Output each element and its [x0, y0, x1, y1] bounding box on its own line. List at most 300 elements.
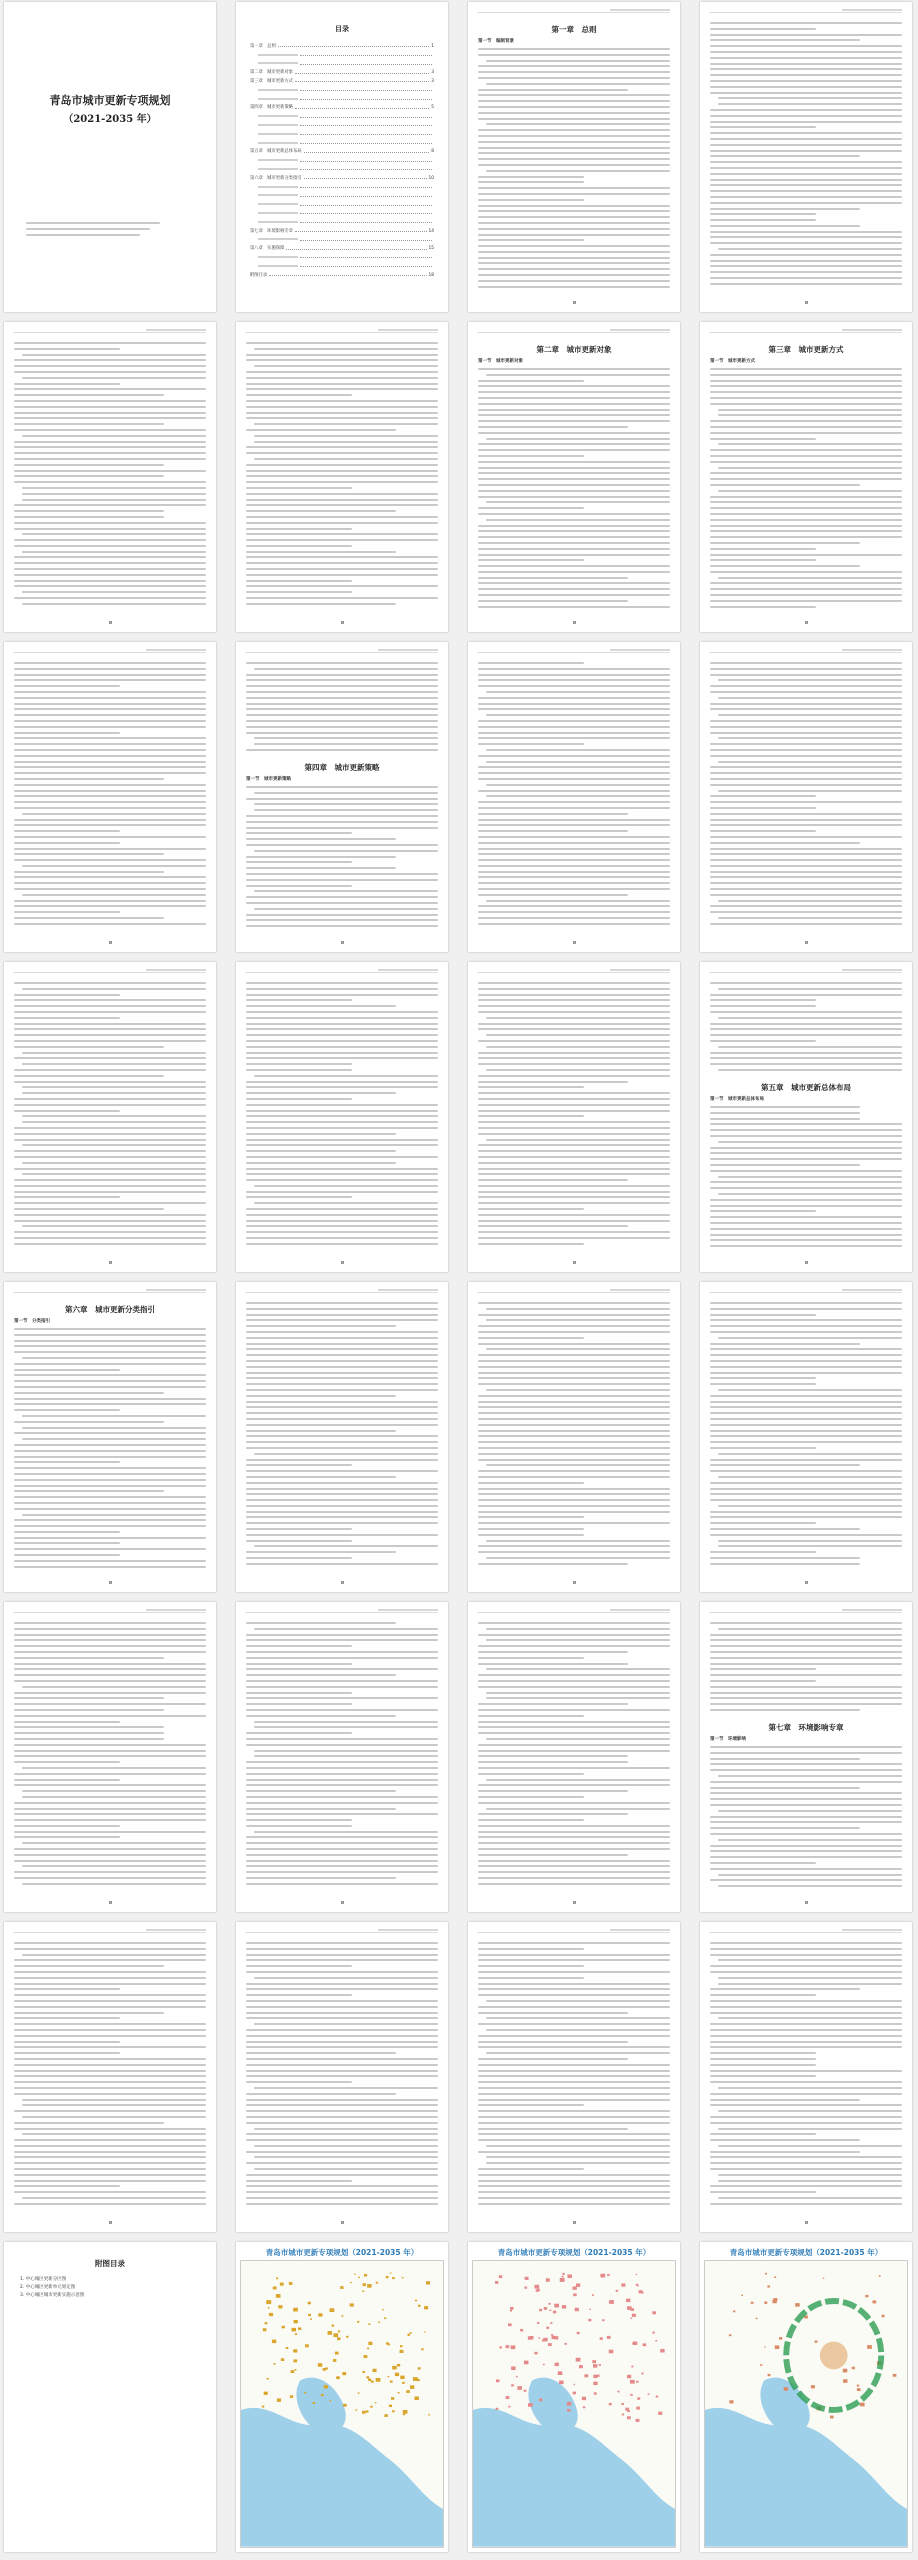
- text-line: [246, 1401, 438, 1403]
- update-unit-mark: [343, 2404, 347, 2407]
- text-line: [246, 359, 438, 361]
- toc-entry[interactable]: [250, 172, 434, 181]
- update-unit-mark: [262, 2406, 264, 2408]
- page-number-dot: [109, 1581, 112, 1584]
- text-line: [14, 1040, 206, 1042]
- update-unit-mark: [621, 2283, 625, 2286]
- toc-subentry[interactable]: [250, 84, 434, 93]
- text-line: [718, 737, 902, 739]
- page-number-mark: [700, 620, 912, 626]
- toc-subentry[interactable]: [250, 234, 434, 243]
- text-line: [710, 1798, 902, 1800]
- document-page: [236, 1282, 448, 1592]
- text-line: [478, 2139, 670, 2141]
- text-line: [22, 1092, 206, 1094]
- toc-leader: [300, 266, 432, 267]
- toc-entry[interactable]: [250, 102, 434, 111]
- text-line: [710, 2006, 902, 2008]
- text-line: [478, 1104, 670, 1106]
- text-line: [478, 1453, 670, 1455]
- toc-leader: [300, 90, 432, 91]
- update-unit-mark: [268, 2307, 270, 2308]
- running-header: [478, 1288, 670, 1293]
- text-line: [478, 720, 670, 722]
- update-unit-mark: [332, 2325, 335, 2327]
- update-unit-mark: [388, 2376, 390, 2377]
- header-text: [146, 1609, 206, 1611]
- text-line: [478, 2041, 628, 2043]
- text-line: [718, 2087, 902, 2089]
- text-line: [710, 1516, 902, 1518]
- text-line: [710, 374, 902, 376]
- update-unit-mark: [329, 2400, 331, 2401]
- text-line: [478, 911, 670, 913]
- text-line: [710, 894, 902, 896]
- header-text: [378, 969, 438, 971]
- toc-entry[interactable]: [250, 269, 434, 278]
- update-unit-mark: [764, 2302, 767, 2304]
- text-line: [14, 761, 206, 763]
- text-line: [246, 406, 438, 408]
- toc-entry[interactable]: [250, 225, 434, 234]
- toc-subentry-label: [258, 221, 298, 223]
- text-line: [14, 481, 206, 483]
- text-line: [478, 48, 670, 50]
- text-line: [710, 807, 816, 809]
- text-line: [246, 1447, 438, 1449]
- text-line: [478, 490, 670, 492]
- text-line: [246, 1639, 438, 1641]
- text-line: [718, 1337, 902, 1339]
- text-line: [718, 577, 902, 579]
- update-unit-mark: [293, 2308, 298, 2312]
- text-line: [710, 1158, 902, 1160]
- update-unit-mark: [627, 2306, 632, 2310]
- text-line: [710, 1845, 902, 1847]
- text-line: [710, 1534, 902, 1536]
- text-line: [14, 2185, 120, 2187]
- text-line: [478, 1750, 670, 1752]
- text-line: [246, 394, 352, 396]
- toc-entry[interactable]: [250, 40, 434, 49]
- text-line: [22, 1173, 206, 1175]
- text-line: [478, 147, 670, 149]
- update-unit-mark: [543, 2364, 545, 2365]
- text-line: [246, 1389, 438, 1391]
- update-unit-mark: [536, 2290, 539, 2292]
- page-number-dot: [109, 1261, 112, 1264]
- update-unit-mark: [544, 2307, 547, 2310]
- text-line: [478, 668, 670, 670]
- toc-subentry[interactable]: [250, 198, 434, 207]
- text-line: [14, 697, 206, 699]
- text-line: [478, 1528, 584, 1530]
- update-unit-mark: [636, 2381, 638, 2383]
- text-line: [246, 1098, 352, 1100]
- toc-title: 目录: [335, 25, 349, 33]
- update-unit-mark: [386, 2342, 389, 2344]
- text-line: [478, 1406, 670, 1408]
- text-line: [710, 1551, 816, 1553]
- document-page: [4, 642, 216, 952]
- text-line: [246, 1645, 352, 1647]
- text-line: [246, 982, 438, 984]
- body-text: [14, 342, 206, 609]
- update-unit-mark: [375, 2402, 377, 2403]
- text-line: [486, 2145, 670, 2147]
- toc-entry-label: 第八章 实施保障: [250, 246, 285, 252]
- text-line: [14, 1075, 164, 1077]
- text-line: [710, 1692, 902, 1694]
- page-number-mark: [700, 2220, 912, 2226]
- text-line: [478, 536, 670, 538]
- text-line: [246, 821, 438, 823]
- text-line: [246, 2122, 438, 2124]
- annex-item[interactable]: 1. 中心城区更新分区图: [20, 2277, 67, 2282]
- text-line: [14, 1965, 164, 1967]
- text-line: [246, 1808, 396, 1810]
- update-unit-mark: [529, 2336, 533, 2339]
- update-unit-mark: [338, 2330, 340, 2332]
- text-line: [14, 848, 206, 850]
- text-line: [14, 1508, 206, 1510]
- text-line: [478, 1412, 670, 1414]
- text-line: [710, 1994, 816, 1996]
- text-line: [14, 1456, 206, 1458]
- text-line: [710, 1314, 816, 1316]
- text-line: [710, 1965, 902, 1967]
- toc-entry[interactable]: [250, 75, 434, 84]
- toc-entry[interactable]: [250, 66, 434, 75]
- update-unit-mark: [384, 2317, 386, 2319]
- update-unit-mark: [555, 2363, 559, 2366]
- map-svg: [241, 2261, 443, 2547]
- update-unit-mark: [573, 2392, 576, 2395]
- update-unit-mark: [496, 2379, 500, 2382]
- update-unit-mark: [324, 2385, 328, 2388]
- text-line: [478, 755, 670, 757]
- text-line: [710, 2064, 816, 2066]
- toc-subentry[interactable]: [250, 163, 434, 172]
- text-line: [246, 832, 352, 834]
- text-line: [478, 1802, 670, 1804]
- toc-subentry[interactable]: [250, 110, 434, 119]
- header-text: [378, 649, 438, 651]
- text-line: [246, 1842, 438, 1844]
- text-line: [710, 1348, 902, 1350]
- text-line: [14, 342, 206, 344]
- text-line: [478, 871, 670, 873]
- document-page: [4, 962, 216, 1272]
- toc-subentry-label: [258, 98, 298, 100]
- text-line: [14, 766, 206, 768]
- text-line: [710, 461, 902, 463]
- text-line: [710, 496, 902, 498]
- text-line: [14, 1392, 164, 1394]
- text-line: [710, 582, 902, 584]
- text-line: [710, 484, 860, 486]
- document-page: [700, 1922, 912, 2232]
- text-line: [710, 1752, 902, 1754]
- text-line: [478, 1075, 670, 1077]
- text-line: [14, 1548, 206, 1550]
- text-line: [246, 1779, 438, 1781]
- text-line: [710, 1147, 902, 1149]
- text-line: [710, 472, 902, 474]
- text-line: [22, 2197, 206, 2199]
- toc-list: [250, 40, 434, 278]
- toc-subentry[interactable]: [250, 137, 434, 146]
- center-hub: [820, 2342, 848, 2370]
- text-line: [710, 882, 902, 884]
- text-line: [710, 536, 902, 538]
- update-unit-mark: [774, 2276, 776, 2278]
- toc-subentry[interactable]: [250, 260, 434, 269]
- section-heading: 第一节 城市更新策略: [246, 777, 291, 782]
- toc-entry-label: 第六章 城市更新分类指引: [250, 175, 302, 181]
- text-line: [246, 1150, 396, 1152]
- text-line: [246, 1836, 438, 1838]
- text-line: [478, 1988, 670, 1990]
- toc-subentry[interactable]: [250, 207, 434, 216]
- text-line: [718, 467, 902, 469]
- update-unit-mark: [267, 2378, 269, 2380]
- text-line: [14, 1531, 120, 1533]
- text-line: [14, 371, 206, 373]
- text-line: [710, 1988, 860, 1990]
- text-line: [246, 885, 352, 887]
- header-text: [610, 969, 670, 971]
- toc-subentry[interactable]: [250, 93, 434, 102]
- toc-subentry[interactable]: [250, 49, 434, 58]
- page-number-mark: [236, 940, 448, 946]
- text-line: [14, 900, 206, 902]
- page-number-dot: [805, 621, 808, 624]
- text-line: [14, 1081, 206, 1083]
- toc-subentry[interactable]: [250, 181, 434, 190]
- text-line: [246, 1156, 438, 1158]
- text-line: [478, 1023, 670, 1025]
- update-unit-mark: [407, 2334, 410, 2336]
- text-line: [710, 1563, 860, 1565]
- text-line: [478, 1354, 670, 1356]
- text-line: [246, 2197, 438, 2199]
- text-line: [478, 1657, 584, 1659]
- toc-entry[interactable]: [250, 242, 434, 251]
- annex-item[interactable]: 3. 中心城区城市更新实施示意图: [20, 2293, 85, 2298]
- text-line: [246, 1110, 438, 1112]
- text-line: [14, 790, 206, 792]
- running-header: [710, 8, 902, 13]
- toc-leader: [300, 187, 432, 188]
- text-line: [478, 251, 670, 253]
- text-line: [478, 726, 670, 728]
- text-line: [478, 193, 670, 195]
- text-line: [14, 994, 120, 996]
- text-line: [14, 1398, 206, 1400]
- text-line: [478, 1447, 670, 1449]
- text-line: [246, 2064, 438, 2066]
- text-line: [14, 348, 120, 350]
- toc-subentry[interactable]: [250, 154, 434, 163]
- text-line: [246, 2174, 438, 2176]
- text-line: [710, 784, 902, 786]
- text-line: [254, 435, 438, 437]
- document-page: [468, 1602, 680, 1912]
- text-line: [710, 2000, 902, 2002]
- text-line: [14, 1369, 120, 1371]
- toc-subentry[interactable]: [250, 251, 434, 260]
- update-unit-mark: [403, 2410, 408, 2414]
- text-line: [710, 260, 902, 262]
- text-line: [246, 562, 438, 564]
- update-unit-mark: [656, 2396, 658, 2398]
- text-line: [246, 1115, 438, 1117]
- text-line: [478, 1127, 670, 1129]
- toc-subentry[interactable]: [250, 58, 434, 67]
- text-line: [246, 1738, 438, 1740]
- text-line: [478, 257, 670, 259]
- text-line: [710, 732, 902, 734]
- body-text: [246, 662, 438, 755]
- text-line: [478, 1231, 670, 1233]
- text-line: [478, 1214, 670, 1216]
- update-unit-mark: [402, 2277, 404, 2278]
- text-line: [478, 222, 670, 224]
- update-unit-mark: [567, 2274, 571, 2278]
- toc-entry-label: 第三章 城市更新方式: [250, 78, 293, 84]
- text-line: [246, 691, 438, 693]
- text-line: [710, 144, 902, 146]
- text-line: [14, 394, 164, 396]
- text-line: [710, 1686, 902, 1688]
- text-line: [14, 1651, 206, 1653]
- text-line: [254, 668, 438, 670]
- text-line: [710, 1234, 902, 1236]
- text-line: [478, 1954, 670, 1956]
- text-line: [246, 2017, 438, 2019]
- text-line: [14, 1755, 206, 1757]
- text-line: [14, 674, 206, 676]
- text-line: [710, 1758, 860, 1760]
- text-line: [718, 443, 902, 445]
- text-line: [478, 1081, 628, 1083]
- text-line: [478, 2180, 670, 2182]
- text-line: [254, 1628, 438, 1630]
- text-line: [14, 383, 120, 385]
- text-line: [14, 1959, 206, 1961]
- text-line: [14, 1525, 206, 1527]
- text-line: [254, 1545, 438, 1547]
- header-text: [378, 1929, 438, 1931]
- text-line: [14, 2087, 206, 2089]
- update-unit-mark: [508, 2406, 510, 2408]
- text-line: [710, 155, 860, 157]
- text-line: [478, 1395, 670, 1397]
- text-line: [710, 1377, 816, 1379]
- text-line: [710, 2052, 816, 2054]
- text-line: [710, 1135, 902, 1137]
- text-line: [478, 1011, 670, 1013]
- update-unit-mark: [371, 2381, 374, 2383]
- update-unit-mark: [636, 2407, 640, 2410]
- chapter-title: 第四章 城市更新策略: [304, 763, 380, 772]
- page-number-mark: [4, 1580, 216, 1586]
- text-line: [22, 1954, 206, 1956]
- update-unit-mark: [768, 2374, 771, 2376]
- update-unit-mark: [389, 2405, 392, 2407]
- toc-subentry[interactable]: [250, 119, 434, 128]
- update-unit-mark: [609, 2350, 614, 2354]
- text-line: [478, 1942, 670, 1944]
- update-unit-mark: [505, 2345, 509, 2348]
- update-unit-mark: [857, 2388, 861, 2391]
- text-line: [14, 923, 206, 925]
- update-unit-mark: [496, 2408, 499, 2410]
- text-line: [246, 1988, 438, 1990]
- text-line: [14, 1854, 206, 1856]
- text-line: [710, 1040, 816, 1042]
- text-line: [14, 1034, 206, 1036]
- text-line: [710, 1228, 902, 1230]
- toc-subentry[interactable]: [250, 190, 434, 199]
- text-line: [486, 1139, 670, 1141]
- header-text: [842, 1289, 902, 1291]
- text-line: [478, 1715, 584, 1717]
- text-line: [14, 406, 206, 408]
- text-line: [246, 568, 438, 570]
- text-line: [14, 1848, 206, 1850]
- header-text: [146, 1289, 206, 1291]
- text-line: [478, 1842, 670, 1844]
- page-number-mark: [468, 1580, 680, 1586]
- text-line: [478, 1488, 670, 1490]
- update-unit-mark: [543, 2338, 547, 2342]
- page-number-dot: [341, 1261, 344, 1264]
- text-line: [246, 1965, 352, 1967]
- text-line: [14, 470, 206, 472]
- text-line: [14, 2000, 206, 2002]
- text-line: [478, 778, 670, 780]
- text-line: [246, 786, 438, 788]
- text-line: [14, 388, 206, 390]
- text-line: [246, 1040, 438, 1042]
- text-line: [486, 2017, 670, 2019]
- toc-entry[interactable]: [250, 146, 434, 155]
- toc-subentry[interactable]: [250, 128, 434, 137]
- text-line: [14, 2180, 206, 2182]
- text-line: [246, 1657, 438, 1659]
- text-line: [710, 853, 902, 855]
- text-line: [710, 2104, 902, 2106]
- page-number-dot: [341, 1901, 344, 1904]
- text-line: [710, 1118, 860, 1120]
- text-line: [710, 876, 902, 878]
- text-line: [478, 1208, 584, 1210]
- annex-item[interactable]: 2. 中心城区更新单元划定图: [20, 2285, 76, 2290]
- text-line: [246, 603, 396, 605]
- text-line: [486, 795, 670, 797]
- page-number-dot: [109, 941, 112, 944]
- toc-subentry[interactable]: [250, 216, 434, 225]
- text-line: [710, 1528, 860, 1530]
- text-line: [246, 1063, 352, 1065]
- text-line: [710, 254, 902, 256]
- text-line: [478, 790, 670, 792]
- text-line: [14, 1994, 206, 1996]
- text-line: [710, 720, 902, 722]
- update-unit-mark: [272, 2340, 276, 2343]
